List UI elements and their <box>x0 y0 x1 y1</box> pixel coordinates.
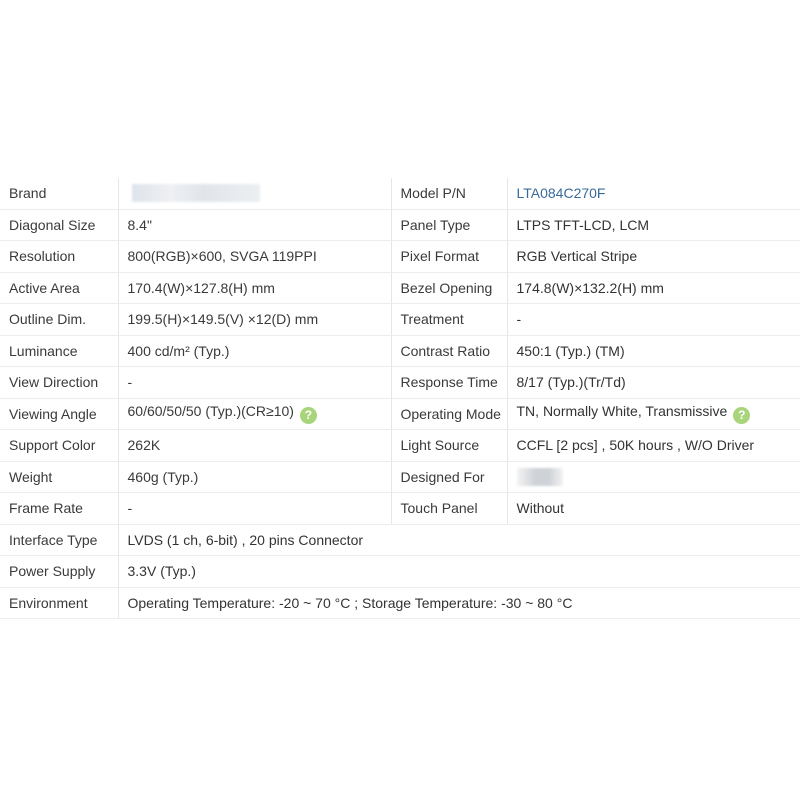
question-circle-icon[interactable]: ? <box>300 407 317 424</box>
redacted-brand-image <box>132 184 260 202</box>
operating-mode-text: TN, Normally White, Transmissive <box>516 403 728 420</box>
spec-value-bezel-opening: 174.8(W)×132.2(H) mm <box>507 272 800 304</box>
table-row <box>0 461 800 493</box>
spec-value-active-area: 170.4(W)×127.8(H) mm <box>118 272 391 304</box>
spec-value-support-color: 262K <box>118 430 391 462</box>
spec-value-contrast-ratio: 450:1 (Typ.) (TM) <box>507 335 800 367</box>
table-row <box>0 524 800 556</box>
spec-label-luminance: Luminance <box>0 335 118 367</box>
spec-value-view-direction: - <box>118 367 391 399</box>
table-row <box>0 493 800 525</box>
table-row <box>0 209 800 241</box>
spec-value-interface-type: LVDS (1 ch, 6-bit) , 20 pins Connector <box>118 524 800 556</box>
spec-label-frame-rate: Frame Rate <box>0 493 118 525</box>
spec-label-model-pn: Model P/N <box>391 178 507 209</box>
table-row <box>0 178 800 209</box>
spec-value-weight: 460g (Typ.) <box>118 461 391 493</box>
spec-label-active-area: Active Area <box>0 272 118 304</box>
spec-label-designed-for: Designed For <box>391 461 507 493</box>
spec-value-viewing-angle <box>118 398 391 430</box>
viewing-angle-text: 60/60/50/50 (Typ.)(CR≥10) <box>127 403 294 420</box>
spec-value-panel-type: LTPS TFT-LCD, LCM <box>507 209 800 241</box>
spec-value-luminance: 400 cd/m² (Typ.) <box>118 335 391 367</box>
spec-label-panel-type: Panel Type <box>391 209 507 241</box>
table-row <box>0 367 800 399</box>
spec-value-operating-mode <box>507 398 800 430</box>
spec-label-bezel-opening: Bezel Opening <box>391 272 507 304</box>
model-pn-link[interactable]: LTA084C270F <box>516 185 606 202</box>
spec-value-environment: Operating Temperature: -20 ~ 70 °C ; Storage Temperature: -30 ~ 80 °C <box>118 587 800 619</box>
spec-value-frame-rate: - <box>118 493 391 525</box>
spec-label-brand: Brand <box>0 178 118 209</box>
spec-value-diagonal-size: 8.4" <box>118 209 391 241</box>
spec-value-pixel-format: RGB Vertical Stripe <box>507 241 800 273</box>
table-row <box>0 430 800 462</box>
spec-label-operating-mode: Operating Mode <box>391 398 507 430</box>
redacted-designed-for-image <box>517 468 563 486</box>
table-row <box>0 304 800 336</box>
table-row <box>0 398 800 430</box>
spec-label-interface-type: Interface Type <box>0 524 118 556</box>
spec-label-resolution: Resolution <box>0 241 118 273</box>
table-row <box>0 587 800 619</box>
spec-value-brand <box>118 178 391 209</box>
table-row <box>0 556 800 588</box>
spec-label-outline-dim: Outline Dim. <box>0 304 118 336</box>
spec-value-light-source: CCFL [2 pcs] , 50K hours , W/O Driver <box>507 430 800 462</box>
spec-value-designed-for <box>507 461 800 493</box>
question-circle-icon[interactable]: ? <box>733 407 750 424</box>
table-row <box>0 241 800 273</box>
spec-label-touch-panel: Touch Panel <box>391 493 507 525</box>
table-row <box>0 272 800 304</box>
spec-label-weight: Weight <box>0 461 118 493</box>
spec-label-power-supply: Power Supply <box>0 556 118 588</box>
spec-label-environment: Environment <box>0 587 118 619</box>
spec-value-treatment: - <box>507 304 800 336</box>
spec-table <box>0 178 800 619</box>
spec-label-diagonal-size: Diagonal Size <box>0 209 118 241</box>
spec-value-model-pn[interactable] <box>507 178 800 209</box>
table-row <box>0 335 800 367</box>
spec-label-light-source: Light Source <box>391 430 507 462</box>
spec-label-contrast-ratio: Contrast Ratio <box>391 335 507 367</box>
spec-label-viewing-angle: Viewing Angle <box>0 398 118 430</box>
spec-value-response-time: 8/17 (Typ.)(Tr/Td) <box>507 367 800 399</box>
spec-label-pixel-format: Pixel Format <box>391 241 507 273</box>
spec-value-power-supply: 3.3V (Typ.) <box>118 556 800 588</box>
spec-value-resolution: 800(RGB)×600, SVGA 119PPI <box>118 241 391 273</box>
spec-label-support-color: Support Color <box>0 430 118 462</box>
spec-label-response-time: Response Time <box>391 367 507 399</box>
spec-label-treatment: Treatment <box>391 304 507 336</box>
spec-label-view-direction: View Direction <box>0 367 118 399</box>
spec-value-outline-dim: 199.5(H)×149.5(V) ×12(D) mm <box>118 304 391 336</box>
spec-value-touch-panel: Without <box>507 493 800 525</box>
